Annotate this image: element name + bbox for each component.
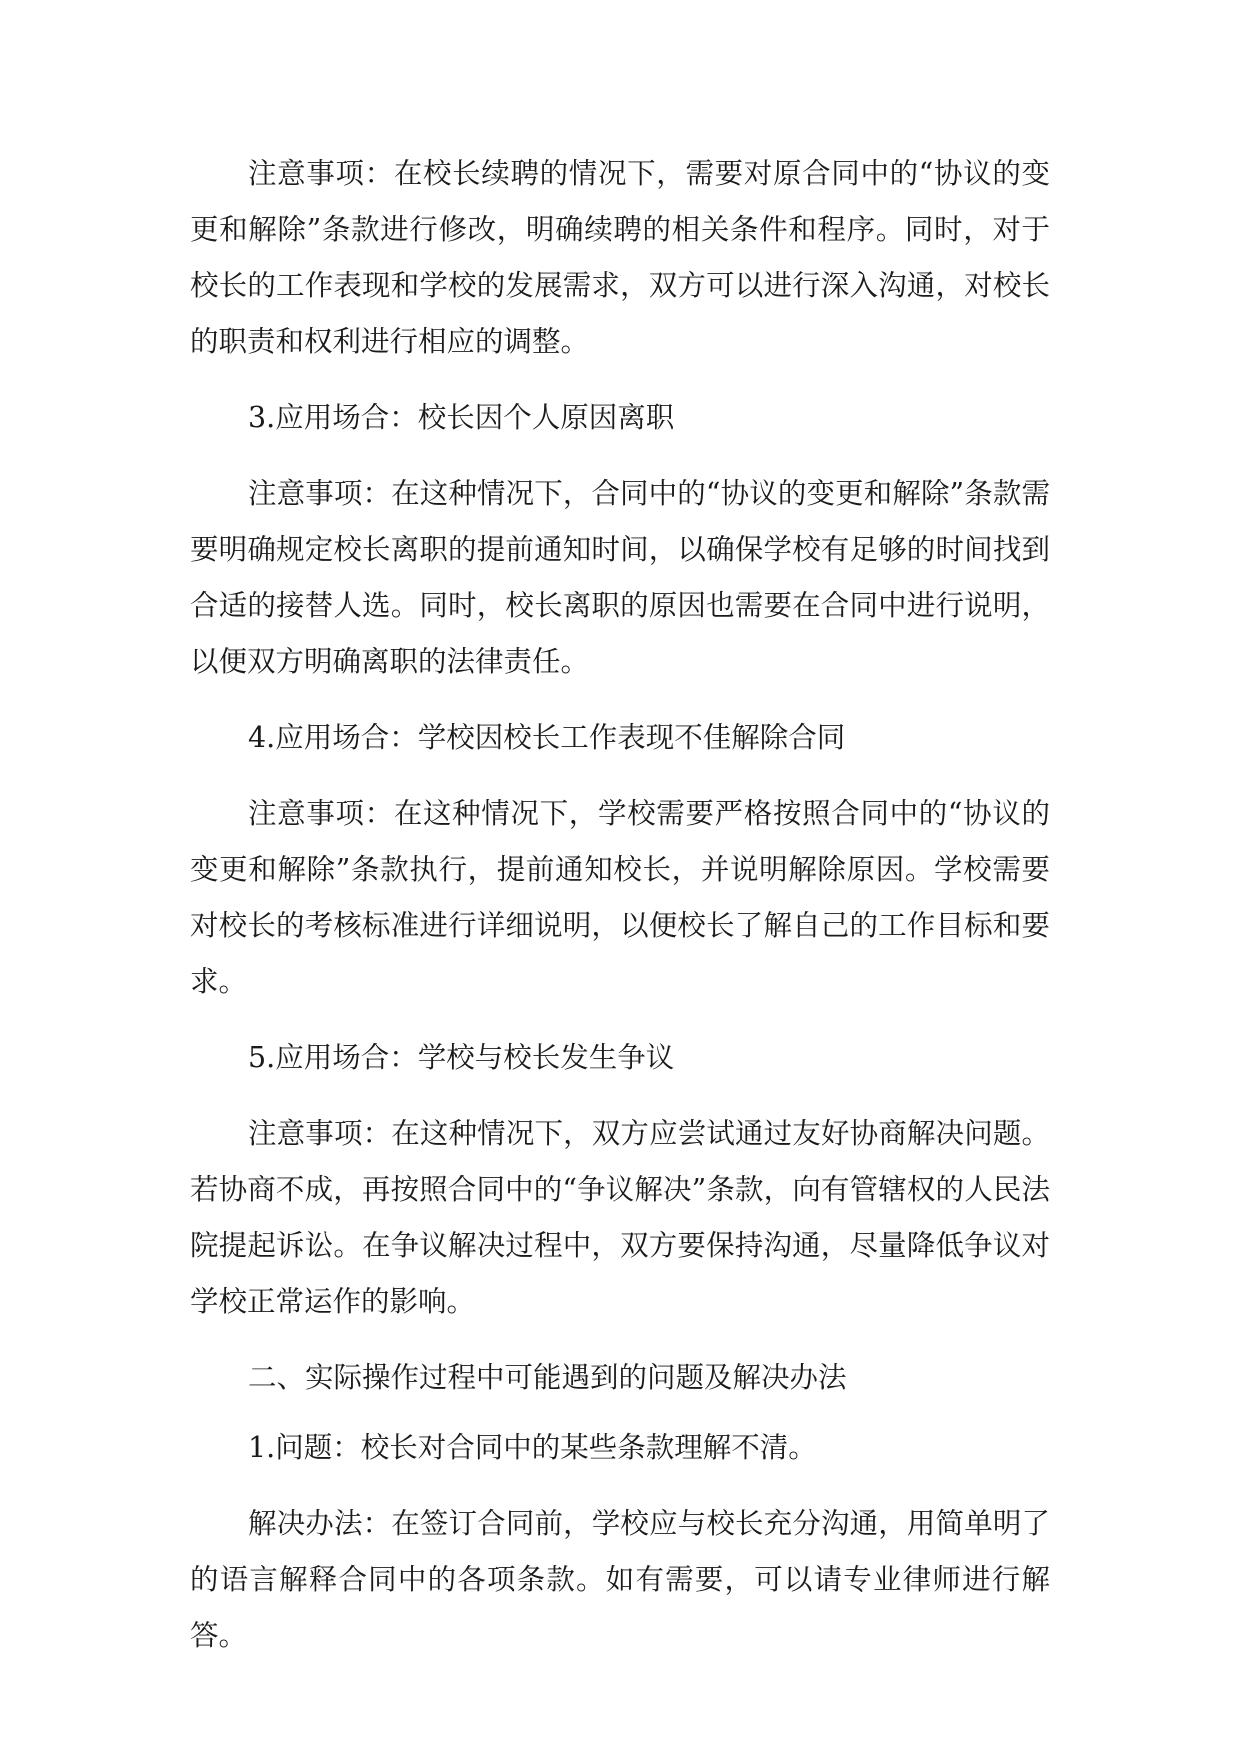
heading-problem-1: 1.问题：校长对合同中的某些条款理解不清。 [248,1431,817,1464]
paragraph-renewal-notes: 注意事项：在校长续聘的情况下，需要对原合同中的“协议的变更和解除”条款进行修改，明确续聘的相关条件和程序。同时，对于校长的工作表现和学校的发展需求，双方可以进行深入沟通，对校长的职责和权利进行相应的调整。 [190,157,1050,358]
heading-scenario-4: 4.应用场合：学校因校长工作表现不佳解除合同 [248,721,846,754]
section-heading-practical-issues: 二、实际操作过程中可能遇到的问题及解决办法 [248,1361,847,1394]
heading-scenario-5: 5.应用场合：学校与校长发生争议 [248,1041,675,1074]
paragraph-dispute-notes: 注意事项：在这种情况下，双方应尝试通过友好协商解决问题。若协商不成，再按照合同中的“争议解决”条款，向有管辖权的人民法院提起诉讼。在争议解决过程中，双方要保持沟通，尽量降低争议对学校正常运作的影响。 [190,1117,1050,1318]
heading-scenario-3: 3.应用场合：校长因个人原因离职 [248,401,675,434]
document-body [190,146,1050,1684]
paragraph-resignation-notes: 注意事项：在这种情况下，合同中的“协议的变更和解除”条款需要明确规定校长离职的提前通知时间，以确保学校有足够的时间找到合适的接替人选。同时，校长离职的原因也需要在合同中进行说明，以便双方明确离职的法律责任。 [190,477,1050,678]
paragraph-termination-notes: 注意事项：在这种情况下，学校需要严格按照合同中的“协议的变更和解除”条款执行，提前通知校长，并说明解除原因。学校需要对校长的考核标准进行详细说明，以便校长了解自己的工作目标和要求。 [190,797,1050,998]
paragraph-solution-1: 解决办法：在签订合同前，学校应与校长充分沟通，用简单明了的语言解释合同中的各项条款。如有需要，可以请专业律师进行解答。 [190,1507,1050,1652]
